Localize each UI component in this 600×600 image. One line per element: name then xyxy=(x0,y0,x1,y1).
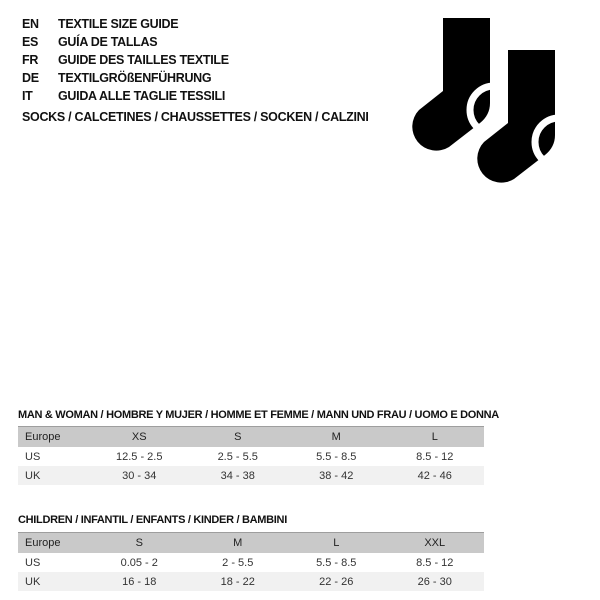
language-row-it xyxy=(22,87,229,105)
row-label: UK xyxy=(25,575,41,588)
size-value: 38 - 42 xyxy=(319,469,354,482)
column-header: M xyxy=(331,431,341,443)
language-row-en xyxy=(22,15,229,33)
size-value: 34 - 38 xyxy=(220,469,255,482)
language-label: GUÍA DE TALLAS xyxy=(58,35,158,49)
table-title: MAN & WOMAN / HOMBRE Y MUJER / HOMME ET FEMME / MANN UND FRAU / UOMO E DONNA xyxy=(18,409,499,421)
size-value: 42 - 46 xyxy=(417,469,452,482)
size-value: 0.05 - 2 xyxy=(120,556,158,569)
table-row-us xyxy=(18,447,484,466)
column-header: XS xyxy=(131,431,147,443)
table-row-uk xyxy=(18,466,484,485)
language-code: FR xyxy=(22,53,39,67)
language-row-es xyxy=(22,33,229,51)
language-code: ES xyxy=(22,35,39,49)
row-label: US xyxy=(25,556,41,569)
size-value: 30 - 34 xyxy=(122,469,157,482)
column-header: L xyxy=(431,431,438,443)
column-header: XXL xyxy=(424,537,446,549)
table-row-us xyxy=(18,553,484,572)
table-title: CHILDREN / INFANTIL / ENFANTS / KINDER / BAMBINI xyxy=(18,514,287,526)
language-label: TEXTILE SIZE GUIDE xyxy=(58,17,179,31)
size-value: 2.5 - 5.5 xyxy=(217,450,258,463)
language-code: IT xyxy=(22,89,33,103)
language-label: TEXTILGRÖßENFÜHRUNG xyxy=(58,71,212,85)
sock-right xyxy=(477,50,570,183)
column-header-region: Europe xyxy=(25,537,61,549)
column-header: S xyxy=(135,537,143,549)
language-row-de xyxy=(22,69,229,87)
size-value: 16 - 18 xyxy=(122,575,157,588)
socks-icon-svg xyxy=(398,8,570,193)
table-row-uk xyxy=(18,572,484,591)
language-code: DE xyxy=(22,71,39,85)
size-value: 18 - 22 xyxy=(220,575,255,588)
size-value: 8.5 - 12 xyxy=(416,450,454,463)
language-label: GUIDA ALLE TAGLIE TESSILI xyxy=(58,89,226,103)
size-value: 8.5 - 12 xyxy=(416,556,454,569)
column-header-region: Europe xyxy=(25,431,61,443)
column-header: M xyxy=(233,537,243,549)
size-table-children xyxy=(18,514,484,591)
socks-icon xyxy=(398,8,570,193)
language-label: GUIDE DES TAILLES TEXTILE xyxy=(58,53,229,67)
size-table-man-woman xyxy=(18,409,499,485)
row-label: US xyxy=(25,450,41,463)
table-header-row xyxy=(18,426,484,447)
language-code: EN xyxy=(22,17,39,31)
size-value: 26 - 30 xyxy=(417,575,452,588)
column-header: L xyxy=(333,537,340,549)
category-title: SOCKS / CALCETINES / CHAUSSETTES / SOCKEN / CALZINI xyxy=(22,110,369,124)
row-label: UK xyxy=(25,469,41,482)
language-list xyxy=(22,15,229,105)
column-header: S xyxy=(234,431,242,443)
table-header-row xyxy=(18,532,484,553)
size-value: 12.5 - 2.5 xyxy=(116,450,163,463)
size-value: 2 - 5.5 xyxy=(222,556,254,569)
size-value: 22 - 26 xyxy=(319,575,354,588)
size-value: 5.5 - 8.5 xyxy=(316,450,357,463)
language-row-fr xyxy=(22,51,229,69)
size-value: 5.5 - 8.5 xyxy=(316,556,357,569)
